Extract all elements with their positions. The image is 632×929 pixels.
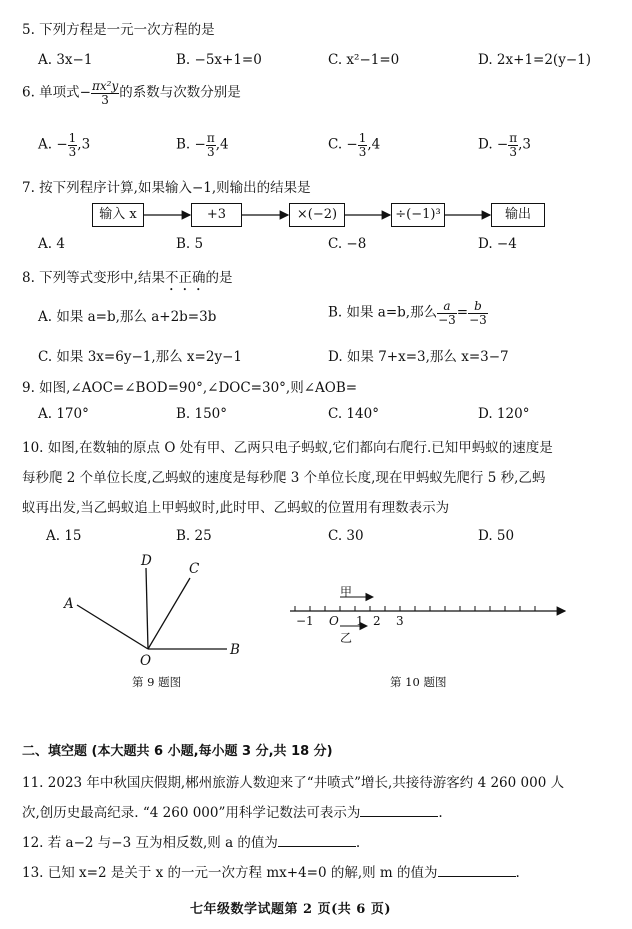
q10-option-b: B. 25 xyxy=(176,528,212,544)
q12-answer-blank xyxy=(278,834,356,847)
ray-od xyxy=(146,568,148,649)
q8-option-a: A. 如果 a=b,那么 a+2b=3b xyxy=(38,309,217,325)
flow-output-box: 输出 xyxy=(491,203,545,227)
q5-option-d: D. 2x+1=2(y−1) xyxy=(478,52,591,68)
q6-option-b: B. − $\frac{\pi}{3}$ ,4 xyxy=(176,131,229,159)
tick-1: 1 xyxy=(356,614,364,628)
figure-10-number-line xyxy=(285,575,575,645)
q7-option-b: B. 5 xyxy=(176,236,204,252)
q6-option-c: C. − $\frac{1}{3}$ ,4 xyxy=(328,131,381,159)
tick-neg1: −1 xyxy=(296,614,314,628)
flow-add3-box: +3 xyxy=(191,203,242,227)
q10-option-d: D. 50 xyxy=(478,528,515,544)
page-footer: 七年级数学试题第 2 页(共 6 页) xyxy=(190,902,391,917)
section-2-heading: 二、填空题 (本大题共 6 小题,每小题 3 分,共 18 分) xyxy=(22,744,333,759)
fig9-label-c: C xyxy=(189,561,200,577)
flow-input-box: 输入 x xyxy=(92,203,144,227)
q12: 12. 若 a−2 与−3 互为相反数,则 a 的值为 . xyxy=(22,835,361,851)
q9-option-a: A. 170° xyxy=(38,406,89,422)
fig9-label-b: B xyxy=(230,642,240,658)
q10-line1: 10. 如图,在数轴的原点 O 处有甲、乙两只电子蚂蚁,它们都向右爬行.已知甲蚂蚁的速度是 xyxy=(22,440,553,456)
q5-option-a: A. 3x−1 xyxy=(38,52,93,68)
q5-option-c: C. x²−1=0 xyxy=(328,52,400,68)
q7-stem: 7. 按下列程序计算,如果输入−1,则输出的结果是 xyxy=(22,180,311,196)
figure-9-angles xyxy=(55,548,255,668)
fig10-caption: 第 10 题图 xyxy=(390,675,447,689)
q7-option-c: C. −8 xyxy=(328,236,367,252)
fig9-label-a: A xyxy=(64,596,74,612)
q6-stem: 6. 单项式− $\frac{\text{πx²y}}{3}$ 的系数与次数分别是 xyxy=(22,79,241,107)
q6-option-a: A. − $\frac{1}{3}$ ,3 xyxy=(38,131,91,159)
flow-divide-box: ÷(−1)³ xyxy=(391,203,445,227)
q6-option-d: D. − $\frac{\pi}{3}$ ,3 xyxy=(478,131,532,159)
q8-emphasis: 不正确 xyxy=(164,270,206,286)
q8-option-c: C. 如果 3x=6y−1,那么 x=2y−1 xyxy=(38,349,242,365)
q11-answer-blank xyxy=(360,804,438,817)
q10-line2: 每秒爬 2 个单位长度,乙蚂蚁的速度是每秒爬 3 个单位长度,现在甲蚂蚁先爬行 5 秒,乙蚂 xyxy=(22,470,546,486)
q5-option-b: B. −5x+1=0 xyxy=(176,52,262,68)
q9-option-d: D. 120° xyxy=(478,406,530,422)
ant-jia-label: 甲 xyxy=(340,585,353,599)
q10-option-c: C. 30 xyxy=(328,528,364,544)
q6-fraction: $\frac{\text{πx²y}}{3}$ xyxy=(91,79,119,107)
ray-oc xyxy=(148,578,190,649)
fig9-caption: 第 9 题图 xyxy=(132,675,182,689)
fig9-label-o: O xyxy=(140,653,152,669)
q11-line1: 11. 2023 年中秋国庆假期,郴州旅游人数迎来了“井喷式”增长,共接待游客约 4 260 000 人 xyxy=(22,775,565,791)
q9-option-b: B. 150° xyxy=(176,406,228,422)
q10-line3: 蚁再出发,当乙蚂蚁追上甲蚂蚁时,此时甲、乙蚂蚁的位置用有理数表示为 xyxy=(22,500,450,516)
tick-origin: O xyxy=(329,614,339,628)
q9-option-c: C. 140° xyxy=(328,406,379,422)
q8-stem: 8. 下列等式变形中,结果不正确的是 xyxy=(22,270,233,286)
ray-oa xyxy=(77,605,148,649)
q8-option-d: D. 如果 7+x=3,那么 x=3−7 xyxy=(328,349,509,365)
q7-option-a: A. 4 xyxy=(38,236,65,252)
q7-option-d: D. −4 xyxy=(478,236,517,252)
q8-option-b: B. 如果 a=b,那么 $\frac{a}{-3}$ = $\frac{b}{-3}$ xyxy=(328,299,487,327)
q9-stem: 9. 如图,∠AOC=∠BOD=90°,∠DOC=30°,则∠AOB= xyxy=(22,380,358,396)
q13-answer-blank xyxy=(438,864,516,877)
q13: 13. 已知 x=2 是关于 x 的一元一次方程 mx+4=0 的解,则 m 的值为 . xyxy=(22,865,520,881)
q10-option-a: A. 15 xyxy=(46,528,82,544)
flow-multiply-box: ×(−2) xyxy=(289,203,345,227)
ant-yi-label: 乙 xyxy=(340,631,353,645)
tick-3: 3 xyxy=(396,614,404,628)
q11-line2: 次,创历史最高纪录. “4 260 000”用科学记数法可表示为 . xyxy=(22,805,443,821)
tick-2: 2 xyxy=(373,614,381,628)
q5-stem: 5. 下列方程是一元一次方程的是 xyxy=(22,22,215,38)
fig9-label-d: D xyxy=(141,553,152,569)
